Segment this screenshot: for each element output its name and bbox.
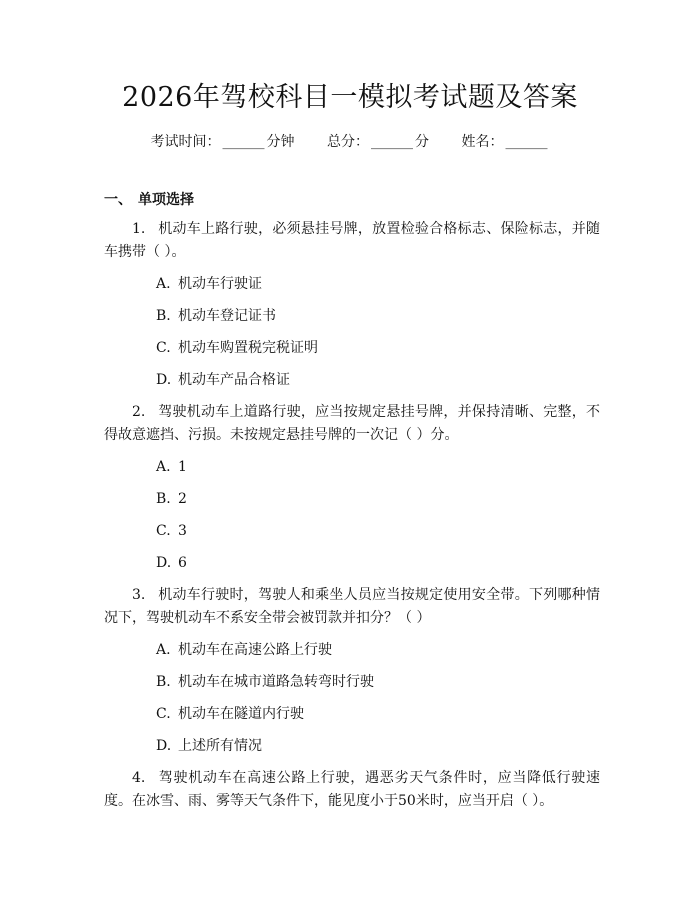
option-b: [156, 671, 600, 694]
option-text: 机动车在城市道路急转弯时行驶: [178, 674, 374, 690]
exam-score: [327, 132, 429, 152]
option-a: [156, 456, 600, 479]
question-text: 机动车上路行驶，必须悬挂号牌，放置检验合格标志、保险标志，并随车携带（ ）。: [104, 221, 600, 260]
option-d: [156, 735, 600, 758]
option-d: [156, 552, 600, 575]
exam-time-label: 考试时间：: [150, 134, 221, 150]
option-text: 机动车购置税完税证明: [178, 340, 318, 356]
exam-name-label: 姓名：: [461, 134, 504, 150]
question-4: [104, 767, 600, 813]
question-text: 驾驶机动车上道路行驶，应当按规定悬挂号牌，并保持清晰、完整，不得故意遮挡、污损。未按规定悬挂号牌的一次记（ ）分。: [104, 404, 600, 443]
exam-name: [461, 132, 549, 152]
page-title: 2026年驾校科目一模拟考试题及答案: [122, 82, 578, 113]
option-text: 机动车行驶证: [178, 276, 262, 292]
question-number: 2.: [132, 404, 146, 420]
section-title: 单项选择: [138, 192, 194, 208]
option-letter: C.: [156, 340, 171, 356]
exam-time-blank: ______: [222, 134, 265, 150]
question-number: 1.: [132, 221, 146, 237]
option-letter: B.: [156, 491, 171, 507]
option-letter: A.: [156, 642, 171, 658]
option-letter: D.: [156, 555, 172, 571]
exam-meta: [0, 132, 700, 152]
option-text: 6: [178, 555, 187, 571]
question-3-options: [104, 639, 600, 758]
question-number: 3.: [132, 587, 146, 603]
exam-name-blank: ______: [505, 134, 548, 150]
question-number: 4.: [132, 770, 146, 786]
option-letter: B.: [156, 308, 171, 324]
option-text: 上述所有情况: [178, 738, 262, 754]
exam-score-label: 总分：: [327, 134, 369, 150]
question-2-options: [104, 456, 600, 575]
option-c: [156, 337, 600, 360]
exam-score-unit: 分: [415, 134, 429, 150]
option-letter: A.: [156, 459, 171, 475]
option-c: [156, 520, 600, 543]
option-d: [156, 369, 600, 392]
option-text: 机动车在高速公路上行驶: [178, 642, 332, 658]
question-2: [104, 401, 600, 447]
question-3: [104, 584, 600, 630]
option-c: [156, 703, 600, 726]
question-1-options: [104, 273, 600, 392]
option-letter: D.: [156, 372, 172, 388]
option-text: 机动车产品合格证: [178, 372, 290, 388]
option-text: 机动车登记证书: [178, 308, 276, 324]
section-heading: [104, 190, 194, 210]
option-a: [156, 639, 600, 662]
exam-score-blank: ______: [371, 134, 413, 150]
question-1: [104, 218, 600, 264]
option-b: [156, 305, 600, 328]
option-b: [156, 488, 600, 511]
section-number: 一、: [104, 192, 132, 208]
option-text: 1: [178, 459, 187, 475]
exam-time: [151, 132, 295, 152]
question-text: 机动车行驶时，驾驶人和乘坐人员应当按规定使用安全带。下列哪种情况下，驾驶机动车不系安全带会被罚款并扣分？（ ）: [104, 587, 600, 626]
option-letter: C.: [156, 523, 171, 539]
option-a: [156, 273, 600, 296]
option-letter: D.: [156, 738, 172, 754]
option-text: 机动车在隧道内行驶: [178, 706, 304, 722]
option-letter: C.: [156, 706, 171, 722]
question-list: [104, 218, 600, 813]
option-text: 3: [178, 523, 187, 539]
exam-time-unit: 分钟: [266, 134, 295, 150]
option-letter: A.: [156, 276, 171, 292]
option-text: 2: [178, 491, 187, 507]
question-text: 驾驶机动车在高速公路上行驶，遇恶劣天气条件时，应当降低行驶速度。在冰雪、雨、雾等天气条件下，能见度小于50米时，应当开启（ ）。: [104, 770, 600, 809]
option-letter: B.: [156, 674, 171, 690]
